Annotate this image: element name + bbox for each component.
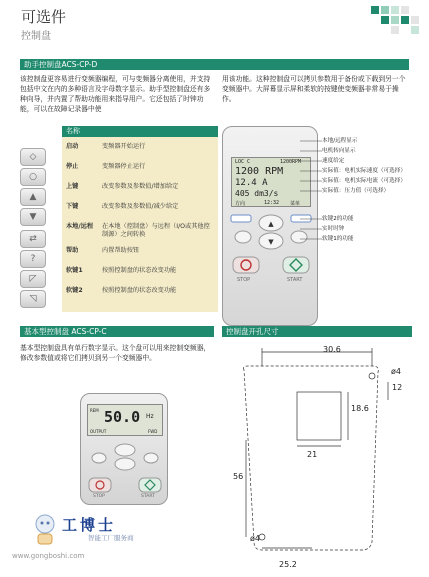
basic-stop-label: STOP [93, 494, 105, 499]
lcd-soft-right: 菜单 [290, 201, 301, 207]
page-title: 可选件 [21, 8, 67, 26]
loc-rem-button [235, 231, 251, 243]
basic-lcd-value: 50.0 [104, 408, 141, 426]
callout-label: 实际值：电机实际电流（可选择） [322, 178, 406, 184]
softkey2-icon: ◹ [20, 290, 46, 308]
callout-label: 实际值：压力值（可选择） [322, 188, 390, 194]
stop-label: STOP [237, 277, 251, 283]
dim-cutout-width: 21 [307, 450, 318, 459]
decorative-squares [371, 6, 421, 36]
stop-key-icon: ○ [20, 168, 46, 186]
dim-height: 56 [233, 472, 244, 481]
basic-display [87, 404, 163, 436]
callout-list-top [322, 136, 406, 196]
softkey1-button [231, 215, 251, 222]
panel-display [231, 157, 311, 207]
basic-panel-image [80, 393, 168, 505]
basic-stop-button [89, 478, 111, 492]
dim-width-top: 30.6 [323, 345, 341, 354]
up-key-icon: ▲ [20, 188, 46, 206]
assistant-para-left: 该控制盘更容易进行变频器编程，可与变频器分离使用，并支持包括中文在内的多种语言及字母数字显示。助手型控制盘还有多种向导，并内置了帮助功能用来指导用户。它还包括了时钟功能，可以在故障记录器中使 [20, 75, 211, 113]
svg-text:▼: ▼ [268, 238, 274, 246]
callout-list-bottom [322, 214, 354, 244]
basic-lcd-left: REM [90, 408, 99, 413]
lcd-line2: 12.4 A [235, 178, 268, 188]
basic-lcd-unit: Hz [146, 413, 154, 420]
basic-heading: 基本型控制盘 ACS-CP-C [20, 326, 214, 337]
callout-label: 速度给定 [322, 158, 345, 164]
basic-down-button [115, 458, 135, 470]
basic-up-button [115, 444, 135, 456]
svg-text:▲: ▲ [268, 220, 274, 228]
callout-label: 实时时钟 [322, 226, 345, 232]
watermark [12, 510, 180, 570]
basic-lcd-right: FWD [148, 429, 158, 434]
basic-start-label: START [141, 494, 155, 499]
callout-label: 软键1的功能 [322, 236, 354, 242]
down-key-icon: ▼ [20, 208, 46, 226]
assistant-para-right: 用该功能。这种控制盘可以拷贝参数用于备份或下载到另一个变频器中。大屏幕显示屏和柔软的按键使变频器非常易于操作。 [222, 75, 406, 103]
callout-label: 软键2的功能 [322, 216, 354, 222]
assistant-heading: 助手控制盘ACS-CP-D [20, 59, 409, 70]
help-key-icon: ? [20, 250, 46, 268]
cutout-rect [297, 392, 341, 440]
page-subtitle: 控制盘 [21, 31, 51, 42]
lcd-status-right: 1200RPM [280, 159, 302, 165]
watermark-tagline: 智能工厂服务商 [88, 534, 134, 542]
button-table [20, 126, 218, 312]
start-label: START [287, 277, 303, 283]
dim-hole-top: ø4 [391, 367, 401, 376]
lcd-line1: 1200 RPM [235, 166, 284, 177]
lcd-status-left: LOC C [235, 159, 251, 165]
lcd-clock: 12:32 [264, 200, 280, 206]
basic-lcd-mid: OUTPUT [90, 429, 107, 434]
basic-para: 基本型控制盘具有单行数字显示。这个盘可以用来控制变频器，修改参数值或将它们拷贝到另一个变频器中。 [20, 344, 211, 362]
softkey1-icon: ◸ [20, 270, 46, 288]
lcd-line3: 405 dm3/s [235, 189, 279, 198]
watermark-brand: 工博士 [62, 516, 117, 534]
dim-cutout-height: 18.6 [351, 404, 369, 413]
callout-label: 电机转向显示 [322, 148, 356, 154]
basic-menu-button [144, 453, 158, 463]
start-key-icon: ◇ [20, 148, 46, 166]
dim-width-bottom: 25.2 [279, 560, 297, 569]
loc-rem-key-icon: ⇄ [20, 230, 46, 248]
cutout-heading: 控制盘开孔尺寸 [222, 326, 412, 337]
table-body: 启动 变频器开始运行 停止 变频器停止运行 上键 改变参数及参数值/增加给定 下键 改变参数及参数值/减少给定 本地/远程 在本地（控制盘）与远程（I/O或其他控制源）之间转换 帮助 内置帮助按钮 软键1 按照控制盘的状态改变功能 软键2 按照控制盘的状态改变功能 [62, 137, 218, 312]
callout-label: 本地/远程显示 [322, 138, 358, 144]
watermark-url: www.gongboshi.com [12, 552, 85, 560]
callout-label: 实际值：电机实际速度（可选择） [322, 168, 406, 174]
basic-loc-rem-button [92, 453, 106, 463]
dim-hole-bottom: ø4 [250, 534, 260, 543]
callout-leaders [300, 136, 324, 246]
robot-logo-icon [30, 512, 60, 546]
lcd-soft-left: 方向 [235, 201, 246, 207]
table-header: 名称 [62, 126, 218, 137]
dim-hole-offset: 12 [392, 383, 403, 392]
